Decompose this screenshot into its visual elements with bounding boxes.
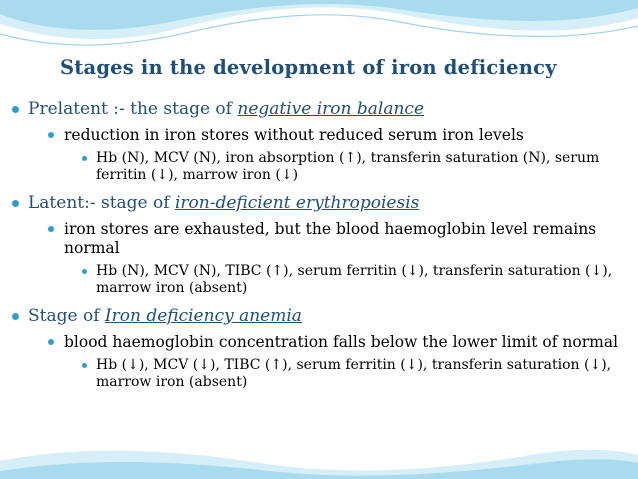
stage-anemia-detail-text: Hb (↓), MCV (↓), TIBC (↑), serum ferritin (↓), transferin saturation (↓), marrow iron (absent) [96,357,612,390]
bullet-icon [82,363,87,368]
stage-prelatent-emphasis: negative iron balance [237,99,425,119]
stage-anemia-sub [8,333,623,352]
stage-latent-detail-text: Hb (N), MCV (N), TIBC (↑), serum ferritin (↓), transferin saturation (↓), marrow iron (absent) [96,263,613,296]
bullet-icon [12,200,19,207]
stage-latent [8,192,623,214]
stage-latent-sub [8,220,623,258]
stage-latent-prefix: Latent:- stage of [28,193,175,213]
stage-prelatent-detail-text: Hb (N), MCV (N), iron absorption (↑), transferin saturation (N), serum ferritin (↓), marrow iron (↓) [96,150,600,183]
bullet-icon [48,132,54,138]
bullet-icon [48,226,54,232]
stage-prelatent-detail [8,150,623,184]
stage-prelatent-sub-text: reduction in iron stores without reduced serum iron levels [64,126,524,144]
stage-prelatent-prefix: Prelatent :- the stage of [28,99,238,119]
stage-anemia-sub-text: blood haemoglobin concentration falls below the lower limit of normal [64,333,619,351]
bullet-icon [82,156,87,161]
slide-title: Stages in the development of iron deficiency [60,56,557,79]
stage-anemia [8,305,623,327]
top-wave-decoration [0,0,638,60]
stage-latent-sub-text: iron stores are exhausted, but the blood haemoglobin level remains normal [64,220,597,257]
slide-content [8,94,623,391]
bottom-wave-decoration [0,439,638,479]
stage-prelatent [8,98,623,120]
bullet-icon [82,269,87,274]
stage-prelatent-sub [8,126,623,145]
stage-anemia-detail [8,357,623,391]
bullet-icon [48,339,54,345]
stage-latent-emphasis: iron-deficient erythropoiesis [174,193,420,213]
stage-anemia-emphasis: Iron deficiency anemia [104,306,302,326]
bullet-icon [12,313,19,320]
stage-latent-detail [8,263,623,297]
bullet-icon [12,106,19,113]
stage-anemia-prefix: Stage of [28,306,105,326]
